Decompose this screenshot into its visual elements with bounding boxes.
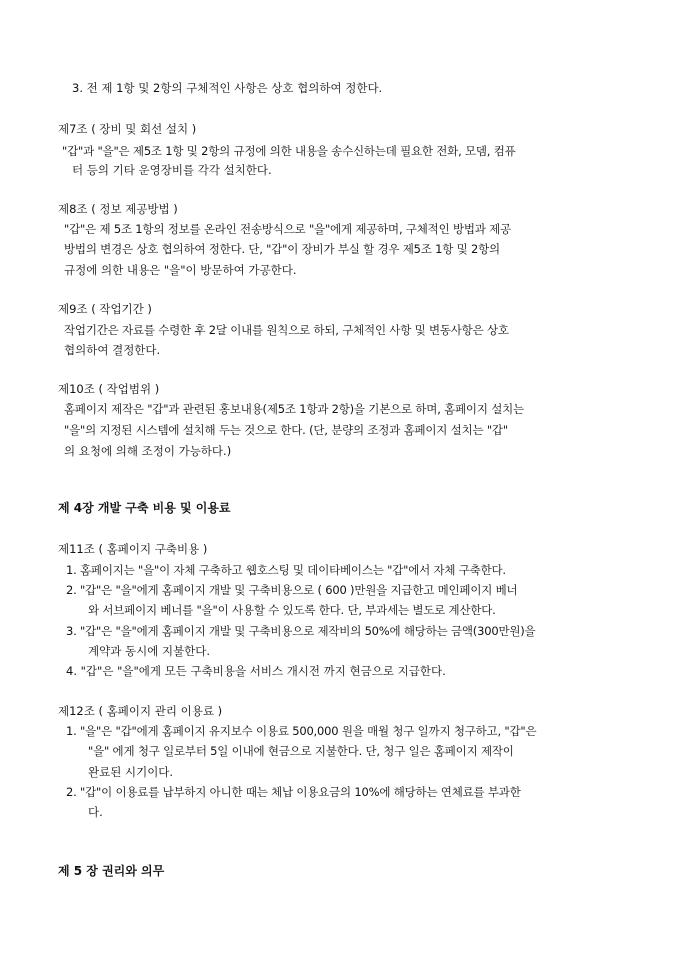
chapter-5-heading: 제 5 장 권리와 의무 bbox=[58, 864, 165, 878]
article-12-title: 제12조 ( 홈페이지 관리 이용료 ) bbox=[58, 704, 223, 718]
article-12-item-continuation: "을" 에게 청구 일로부터 5일 이내에 현금으로 지불한다. 단, 청구 일은 홈페이지 제작이 bbox=[88, 744, 514, 758]
article-7-line: 터 등의 기타 운영장비를 각각 설치한다. bbox=[72, 163, 272, 177]
article-12-item-continuation: 완료된 시기이다. bbox=[88, 765, 174, 779]
article-10-title: 제10조 ( 작업범위 ) bbox=[58, 382, 160, 396]
article-11-item: 1. 홈페이지는 "을"이 자체 구축하고 웹호스팅 및 데이타베이스는 "갑"에서 자체 구축한다. bbox=[66, 563, 506, 577]
article-9-line: 작업기간은 자료를 수령한 후 2달 이내를 원칙으로 하되, 구체적인 사항 및 변동사항은 상호 bbox=[64, 323, 509, 337]
article-9-title: 제9조 ( 작업기간 ) bbox=[58, 302, 152, 316]
article-7-line: "갑"과 "을"은 제5조 1항 및 2항의 규정에 의한 내용을 송수신하는데 필요한 전화, 모뎀, 컴퓨 bbox=[62, 144, 516, 158]
article-12-item: 1. "을"은 "갑"에게 홈페이지 유지보수 이용료 500,000 원을 매월 청구 일까지 청구하고, "갑"은 bbox=[66, 724, 537, 738]
chapter-4-heading: 제 4장 개발 구축 비용 및 이용료 bbox=[58, 501, 231, 515]
article-11-item-continuation: 와 서브페이지 베너를 "을"이 사용할 수 있도록 한다. 단, 부과세는 별도로 계산한다. bbox=[88, 603, 496, 617]
clause-item: 3. 전 제 1항 및 2항의 구체적인 사항은 상호 협의하여 정한다. bbox=[72, 81, 383, 95]
article-8-line: 규정에 의한 내용은 "을"이 방문하여 가공한다. bbox=[64, 263, 297, 277]
article-10-line: 의 요청에 의해 조정이 가능하다.) bbox=[64, 444, 232, 458]
article-8-title: 제8조 ( 정보 제공방법 ) bbox=[58, 202, 178, 216]
article-12-item: 2. "갑"이 이용료를 납부하지 아니한 때는 체납 이용요금의 10%에 해당하는 연체료를 부과한 bbox=[66, 785, 521, 799]
article-7-title: 제7조 ( 장비 및 회선 설치 ) bbox=[58, 122, 197, 136]
article-8-line: 방법의 변경은 상호 협의하여 정한다. 단, "갑"이 장비가 부실 할 경우 제5조 1항 및 2항의 bbox=[64, 242, 500, 256]
article-11-item-continuation: 계약과 동시에 지불한다. bbox=[88, 644, 211, 658]
article-11-item: 2. "갑"은 "을"에게 홈페이지 개발 및 구축비용으로 ( 600 )만원을 지급한고 메인페이지 베너 bbox=[66, 583, 518, 597]
article-11-title: 제11조 ( 홈페이지 구축비용 ) bbox=[58, 542, 208, 556]
article-11-item: 3. "갑"은 "을"에게 홈페이지 개발 및 구축비용으로 제작비의 50%에 해당하는 금액(300만원)을 bbox=[66, 624, 536, 638]
article-9-line: 협의하여 결정한다. bbox=[64, 343, 161, 357]
article-10-line: 홈페이지 제작은 "갑"과 관련된 홍보내용(제5조 1항과 2항)을 기본으로 하며, 홈페이지 설치는 bbox=[64, 402, 524, 416]
article-10-line: "을"의 지정된 시스템에 설치해 두는 것으로 한다. (단, 분량의 조정과 홈페이지 설치는 "갑" bbox=[64, 423, 508, 437]
article-12-item-continuation: 다. bbox=[88, 805, 103, 819]
article-8-line: "갑"은 제 5조 1항의 정보를 온라인 전송방식으로 "을"에게 제공하며, 구체적인 방법과 제공 bbox=[64, 222, 511, 236]
article-11-item: 4. "갑"은 "을"에게 모든 구축비용을 서비스 개시전 까지 현금으로 지급한다. bbox=[66, 664, 446, 678]
